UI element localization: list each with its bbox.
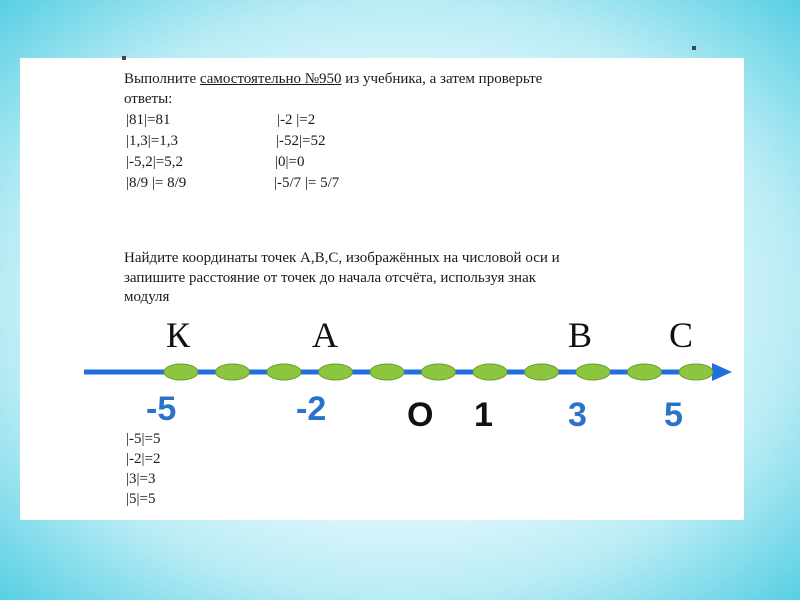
- tick-mark: [319, 364, 353, 380]
- tick-mark: [267, 364, 301, 380]
- point-label-c: С: [669, 315, 694, 355]
- number-line-ticks: [164, 364, 713, 380]
- answer-right: |0|=0: [275, 154, 305, 170]
- answer-left: |81|=81: [126, 112, 171, 128]
- task1-intro-b: из учебника, а затем проверьте: [341, 71, 543, 87]
- tick-mark: [576, 364, 610, 380]
- tick-mark: [525, 364, 559, 380]
- task2-line1: Найдите координаты точек А,В,С, изображённых на числовой оси и: [124, 250, 560, 266]
- answer-left: |1,3|=1,3: [126, 133, 178, 149]
- task1-intro-c: ответы:: [124, 91, 173, 107]
- tick-mark: [628, 364, 662, 380]
- tick-mark: [216, 364, 250, 380]
- point-label-b: В: [568, 315, 593, 355]
- answer-left: |-5,2|=5,2: [126, 154, 183, 170]
- result-line: |-5|=5: [126, 431, 161, 447]
- tick-mark: [422, 364, 456, 380]
- coord-a: -2: [296, 390, 327, 428]
- number-line-arrow-icon: [712, 363, 732, 381]
- unit-label: 1: [474, 396, 493, 434]
- tick-mark: [164, 364, 198, 380]
- result-line: |-2|=2: [126, 451, 161, 467]
- result-line: |3|=3: [126, 471, 156, 487]
- point-label-a: А: [312, 315, 338, 355]
- tick-mark: [679, 364, 713, 380]
- task1-intro-link: самостоятельно №950: [199, 71, 342, 87]
- tick-mark: [473, 364, 507, 380]
- answer-right: |-2 |=2: [277, 112, 316, 128]
- task2-line2: запишите расстояние от точек до начала отсчёта, используя знак: [124, 270, 537, 286]
- coord-k: -5: [146, 390, 177, 428]
- result-line: |5|=5: [126, 491, 156, 507]
- coord-b: 3: [568, 396, 587, 434]
- answer-right: |-52|=52: [276, 133, 326, 149]
- point-label-k: К: [166, 315, 191, 355]
- task2-line3: модуля: [124, 289, 170, 305]
- tick-mark: [370, 364, 404, 380]
- origin-label: О: [407, 396, 434, 434]
- answer-left: |8/9 |= 8/9: [126, 175, 187, 191]
- coord-c: 5: [664, 396, 683, 434]
- answer-right: |-5/7 |= 5/7: [274, 175, 340, 191]
- task1-intro-a: Выполните: [124, 71, 200, 87]
